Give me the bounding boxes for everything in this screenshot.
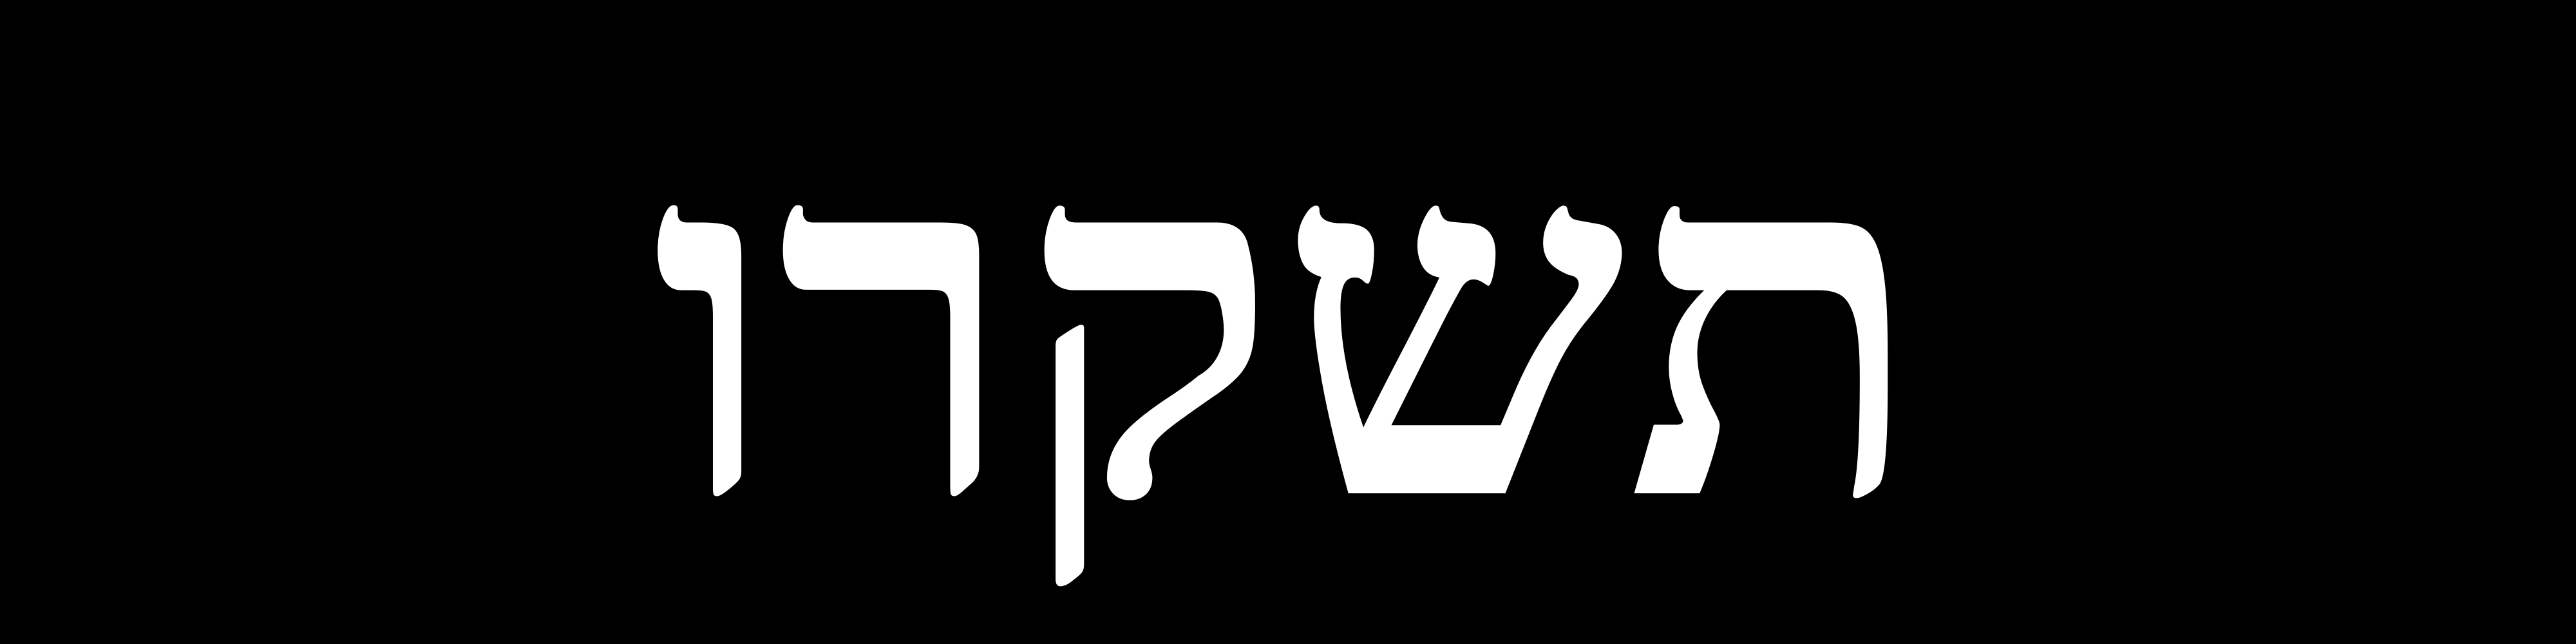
hebrew-word: תשקרו (651, 34, 1925, 609)
